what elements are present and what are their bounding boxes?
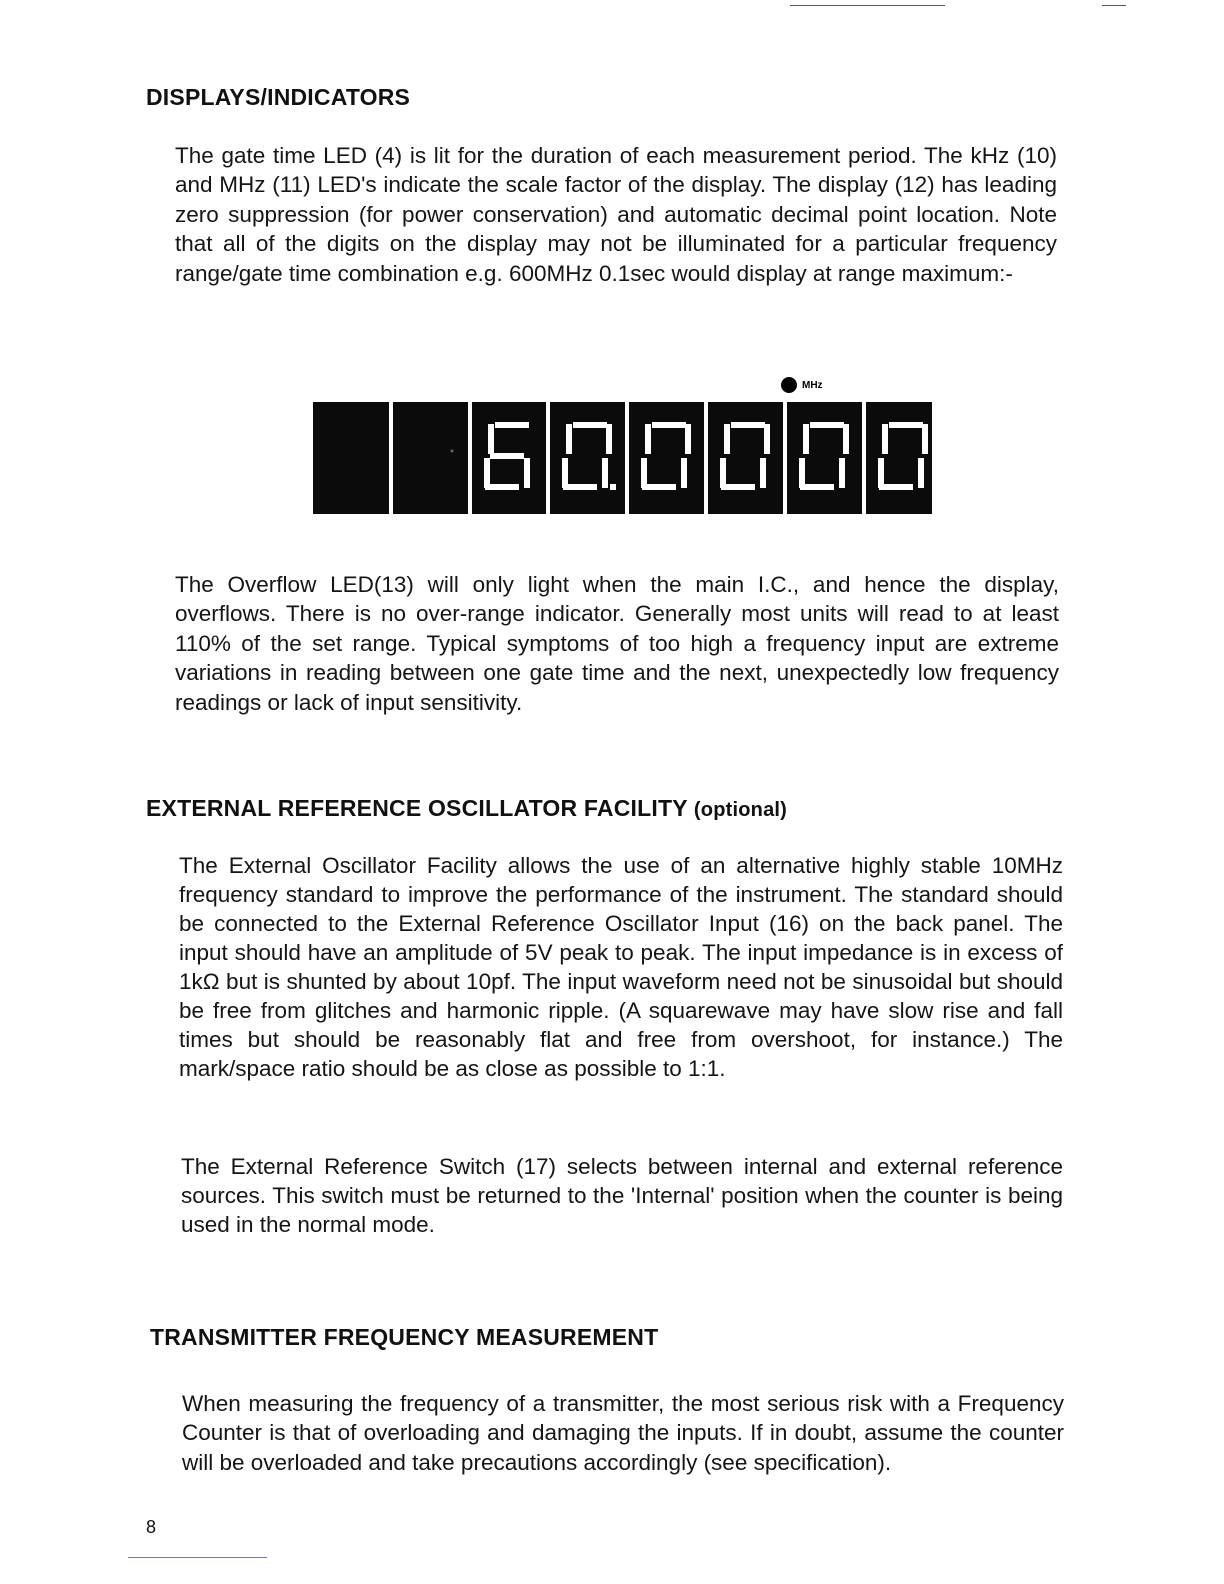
segment-a	[652, 422, 686, 428]
segment-g	[490, 453, 524, 459]
segment-a	[573, 422, 607, 428]
segment-f	[882, 424, 888, 454]
mhz-indicator	[781, 376, 823, 394]
heading-optional-suffix: (optional)	[693, 799, 788, 821]
segment-a	[495, 422, 529, 428]
display-digit	[562, 422, 612, 490]
segment-f	[803, 424, 809, 454]
heading-text: EXTERNAL REFERENCE OSCILLATOR FACILITY	[146, 795, 688, 821]
paragraph-gate-time: The gate time LED (4) is lit for the duration of each measurement period. The kHz (10) and MHz (11) LED's indicate the scale factor of the display. The display (12) has leading zero suppression (for power conservation) and automatic decimal point location. Note that all of the digits on the display may not be illuminated for a particular frequency range/gate time combination e.g. 600MHz 0.1sec would display at range maximum:-	[175, 143, 1057, 286]
segment-c	[918, 458, 924, 488]
digit-separator	[546, 402, 550, 514]
segment-d	[800, 484, 834, 490]
segment-e	[641, 458, 647, 488]
section-heading-transmitter: TRANSMITTER FREQUENCY MEASUREMENT	[150, 1324, 659, 1350]
display-digit	[641, 422, 691, 490]
digit-separator	[704, 402, 708, 514]
paragraph-external-oscillator: The External Oscillator Facility allows the use of an alternative highly stable 10MHz frequency standard to improve the performance of the instrument. The standard should be connected to the External Reference Oscillator Input (16) on the back panel. The input should have an amplitude of 5V peak to peak. The input impedance is in excess of 1kΩ but is shunted by about 10pf. The input waveform need not be sinusoidal but should be free from glitches and harmonic ripple. (A squarewave may have slow rise and fall times but should be reasonably flat and free from overshoot, for instance.) The mark/space ratio should be as close as possible to 1:1.	[179, 853, 1063, 1081]
segment-f	[566, 424, 572, 454]
page-number: 8	[146, 1517, 157, 1537]
section-heading-external-reference	[146, 795, 787, 822]
display-digit	[484, 422, 530, 490]
segment-f	[724, 424, 730, 454]
seven-segment-digits	[313, 402, 932, 514]
segment-f	[645, 424, 651, 454]
segment-b	[685, 424, 691, 454]
decimal-point	[610, 484, 616, 490]
mhz-indicator-label: MHz	[802, 379, 823, 391]
segment-d	[879, 484, 913, 490]
segment-a	[889, 422, 923, 428]
segment-c	[602, 458, 608, 488]
segment-e	[799, 458, 805, 488]
segment-b	[606, 424, 612, 454]
paragraph-reference-switch: The External Reference Switch (17) selects between internal and external reference sources. This switch must be returned to the 'Internal' position when the counter is being used in the normal mode.	[181, 1154, 1063, 1237]
bottom-rule	[128, 1557, 267, 1558]
top-rule	[790, 5, 945, 6]
segment-c	[524, 458, 530, 488]
digit-separator	[389, 402, 393, 514]
segment-c	[839, 458, 845, 488]
segment-d	[721, 484, 755, 490]
segment-a	[731, 422, 765, 428]
display-digit	[878, 422, 928, 490]
unlit-decimal-point	[451, 450, 454, 453]
segment-d	[642, 484, 676, 490]
display-digit	[799, 422, 849, 490]
segment-f	[488, 424, 494, 454]
segment-b	[922, 424, 928, 454]
seven-segment-display	[313, 402, 932, 514]
segment-b	[764, 424, 770, 454]
top-rule-short	[1102, 5, 1126, 6]
segment-e	[878, 458, 884, 488]
segment-e	[484, 458, 490, 488]
digit-separator	[783, 402, 787, 514]
display-digit	[720, 422, 770, 490]
segment-e	[562, 458, 568, 488]
digit-separator	[468, 402, 472, 514]
segment-b	[843, 424, 849, 454]
paragraph-overflow: The Overflow LED(13) will only light when the main I.C., and hence the display, overflows. There is no over-range indicator. Generally most units will read to at least 110% of the set range. Typical symptoms of too high a frequency input are extreme variations in reading between one gate time and the next, unexpectedly low frequency readings or lack of input sensitivity.	[175, 572, 1059, 715]
segment-a	[810, 422, 844, 428]
section-heading-displays: DISPLAYS/INDICATORS	[146, 84, 411, 110]
segment-c	[681, 458, 687, 488]
digit-separator	[625, 402, 629, 514]
segment-d	[485, 484, 519, 490]
led-dot-icon	[781, 377, 797, 393]
segment-c	[760, 458, 766, 488]
segment-d	[563, 484, 597, 490]
paragraph-transmitter: When measuring the frequency of a transmitter, the most serious risk with a Frequency Counter is that of overloading and damaging the inputs. If in doubt, assume the counter will be overloaded and take precautions accordingly (see specification).	[182, 1391, 1064, 1475]
segment-e	[720, 458, 726, 488]
digit-separator	[862, 402, 866, 514]
